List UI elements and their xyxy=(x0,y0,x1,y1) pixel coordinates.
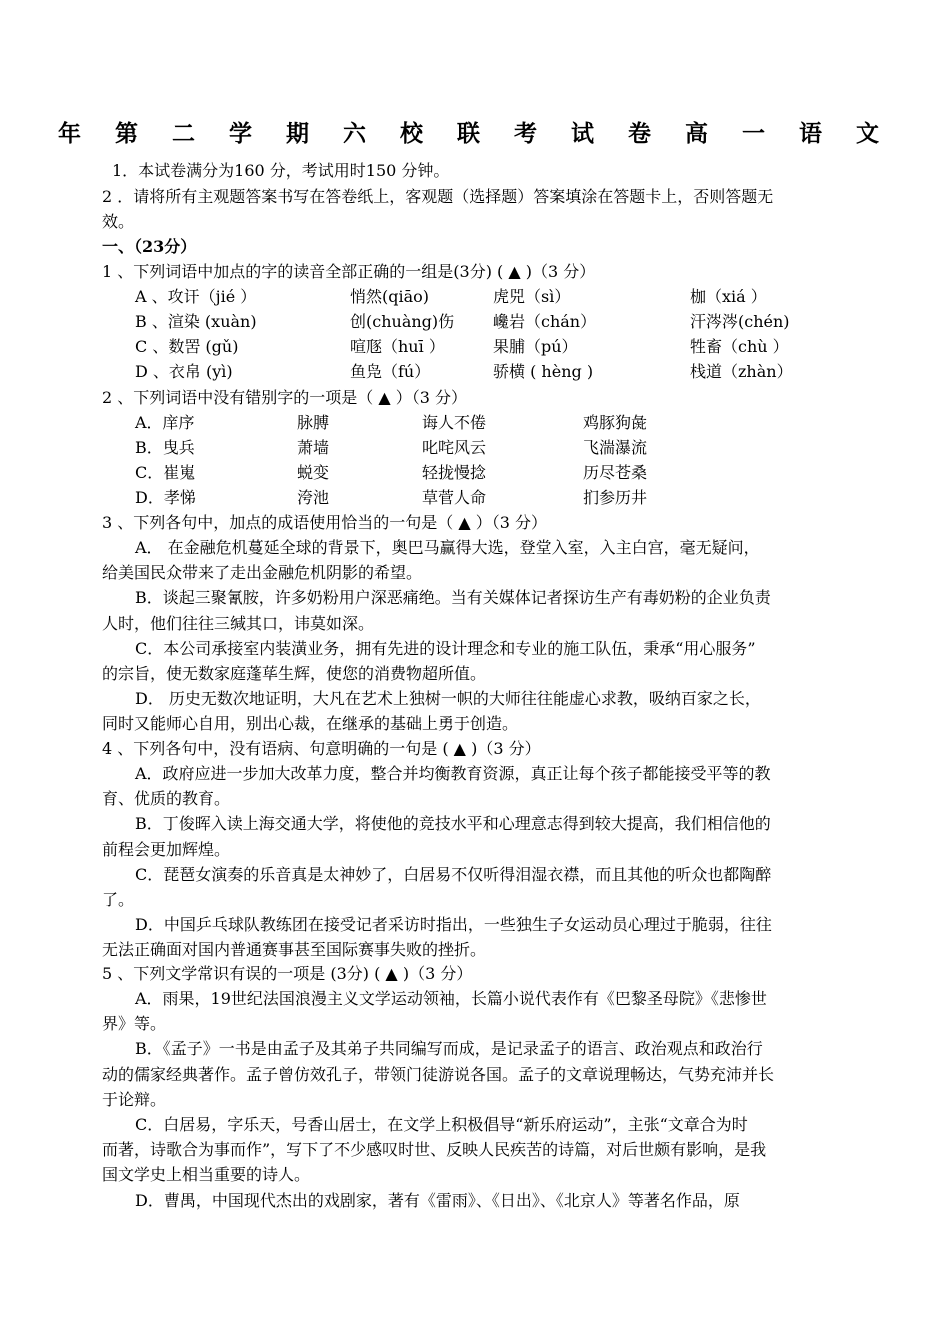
q4-line-2: 育、优质的教育。 xyxy=(102,789,231,809)
note-2-cont: 效。 xyxy=(102,212,135,231)
q2-option-D-item-2: 洿池 xyxy=(297,488,330,507)
q1-option-B-item-4: 汗涔涔(chén) xyxy=(690,312,790,331)
q2-option-A-item-3: 诲人不倦 xyxy=(422,413,487,432)
q2-option-B-item-1: B．曳兵 xyxy=(135,438,195,457)
q1-option-C-item-2: 喧豗（huī ） xyxy=(350,337,445,356)
q1-option-B-item-1: B 、渲染 (xuàn) xyxy=(135,312,257,331)
q2-option-A-item-2: 脉膊 xyxy=(297,413,330,432)
question-2-stem: 2 、下列词语中没有错别字的一项是（ ▲ ）（3 分） xyxy=(102,388,468,407)
question-4-stem: 4 、下列各句中，没有语病、句意明确的一句是 ( ▲ )（3 分） xyxy=(102,739,541,758)
q1-option-A-item-1: A 、攻讦（jié ） xyxy=(135,287,257,306)
q2-option-D-item-4: 扪参历井 xyxy=(583,488,648,507)
q5-line-1: A．雨果，19世纪法国浪漫主义文学运动领袖，长篇小说代表作有《巴黎圣母院》《悲惨世 xyxy=(135,989,767,1008)
q5-line-5: 于论辩。 xyxy=(102,1089,167,1109)
q3-line-2: 给美国民众带来了走出金融危机阴影的希望。 xyxy=(102,563,423,583)
q2-option-B-item-4: 飞湍瀑流 xyxy=(583,438,648,457)
q5-line-9: D．曹禺，中国现代杰出的戏剧家，著有《雷雨》、《日出》、《北京人》等著名作品，原 xyxy=(135,1190,740,1210)
q2-option-D-item-3: 草菅人命 xyxy=(422,488,487,507)
q1-option-B-item-2: 创(chuàng)伤 xyxy=(350,312,455,331)
q3-line-8: 同时又能师心自用，别出心裁，在继承的基础上勇于创造。 xyxy=(102,714,519,734)
note-1: 1．本试卷满分为160 分，考试用时150 分钟。 xyxy=(112,161,450,180)
q1-option-C-item-3: 果脯（pú） xyxy=(493,337,578,356)
q2-option-A-item-1: A．庠序 xyxy=(135,413,195,432)
q2-option-B-item-2: 萧墙 xyxy=(297,438,330,457)
q5-line-6: C．白居易，字乐天，号香山居士，在文学上积极倡导“新乐府运动”，主张“文章合为时 xyxy=(135,1115,748,1134)
q4-line-6: 了。 xyxy=(102,890,135,909)
q2-option-A-item-4: 鸡豚狗彘 xyxy=(583,413,648,432)
q1-option-C-item-4: 牲畜（chù ） xyxy=(690,337,789,356)
q1-option-D-item-2: 鱼凫（fú） xyxy=(350,362,431,381)
question-5-stem: 5 、下列文学常识有误的一项是 (3分) ( ▲ )（3 分） xyxy=(102,964,473,983)
exam-title: 年 第 二 学 期 六 校 联 考 试 卷 高 一 语 文 xyxy=(57,120,893,147)
q3-line-3: B．谈起三聚氰胺，许多奶粉用户深恶痛绝。当有关媒体记者探访生产有毒奶粉的企业负责 xyxy=(135,588,771,608)
q1-option-A-item-4: 枷（xiá ） xyxy=(690,287,767,306)
q2-option-C-item-2: 蜕变 xyxy=(297,463,330,482)
q5-line-8: 国文学史上相当重要的诗人。 xyxy=(102,1165,311,1185)
question-3-stem: 3 、下列各句中，加点的成语使用恰当的一句是（ ▲ ）（3 分） xyxy=(102,513,548,532)
q1-option-A-item-2: 悄然(qiāo) xyxy=(350,287,430,306)
section-heading: 一、（23分） xyxy=(102,237,197,256)
q2-option-C-item-3: 轻拢慢捻 xyxy=(422,463,487,482)
q2-option-B-item-3: 叱咤风云 xyxy=(422,438,487,457)
q5-line-2: 界》等。 xyxy=(102,1014,167,1034)
q4-line-5: C．琵琶女演奏的乐音真是太神妙了，白居易不仅听得泪湿衣襟，而且其他的听众也都陶醉 xyxy=(135,864,772,884)
q3-line-6: 的宗旨，使无数家庭蓬荜生辉，使您的消费物超所值。 xyxy=(102,664,487,683)
q4-line-7: D．中国乒乓球队教练团在接受记者采访时指出，一些独生子女运动员心理过于脆弱，往往 xyxy=(135,915,772,935)
q3-line-7: D． 历史无数次地证明，大凡在艺术上独树一帜的大师往往能虚心求教，吸纳百家之长， xyxy=(135,689,761,709)
q4-line-4: 前程会更加辉煌。 xyxy=(102,839,231,859)
question-1-stem: 1 、下列词语中加点的字的读音全部正确的一组是(3分) ( ▲ )（3 分） xyxy=(102,262,596,281)
note-2: 2 ．请将所有主观题答案书写在答卷纸上，客观题（选择题）答案填涂在答题卡上，否则答题无 xyxy=(102,187,774,206)
q3-line-4: 人时，他们往往三缄其口，讳莫如深。 xyxy=(102,613,375,633)
q2-option-D-item-1: D．孝悌 xyxy=(135,488,196,507)
q5-line-7: 而著，诗歌合为事而作”，写下了不少感叹时世、反映人民疾苦的诗篇，对后世颇有影响，是我 xyxy=(102,1140,767,1160)
q2-option-C-item-1: C．崔嵬 xyxy=(135,463,196,482)
q1-option-D-item-1: D 、衣帛 (yì) xyxy=(135,362,233,381)
q3-line-5: C．本公司承接室内装潢业务，拥有先进的设计理念和专业的施工队伍，秉承“用心服务” xyxy=(135,638,756,658)
q5-line-3: B．《孟子》一书是由孟子及其弟子共同编写而成，是记录孟子的语言、政治观点和政治行 xyxy=(135,1039,763,1059)
q1-option-D-item-3: 骄横 ( hèng ) xyxy=(493,362,594,381)
q4-line-3: B．丁俊晖入读上海交通大学，将使他的竞技水平和心理意志得到较大提高，我们相信他的 xyxy=(135,814,771,834)
q3-line-1: A． 在金融危机蔓延全球的背景下，奥巴马赢得大选，登堂入室，入主白宫，毫无疑问， xyxy=(135,538,760,557)
q1-option-A-item-3: 虎兕（sì） xyxy=(493,287,571,306)
q5-line-4: 动的儒家经典著作。孟子曾仿效孔子，带领门徒游说各国。孟子的文章说理畅达，气势充沛并长 xyxy=(102,1064,775,1084)
q1-option-D-item-4: 栈道（zhàn） xyxy=(690,362,793,381)
q4-line-8: 无法正确面对国内普通赛事甚至国际赛事失败的挫折。 xyxy=(102,940,487,960)
q4-line-1: A．政府应进一步加大改革力度，整合并均衡教育资源，真正让每个孩子都能接受平等的教 xyxy=(135,764,771,783)
q1-option-B-item-3: 巉岩（chán） xyxy=(493,312,597,331)
q1-option-C-item-1: C 、数罟 (gǔ) xyxy=(135,337,239,356)
q2-option-C-item-4: 历尽苍桑 xyxy=(583,463,648,482)
